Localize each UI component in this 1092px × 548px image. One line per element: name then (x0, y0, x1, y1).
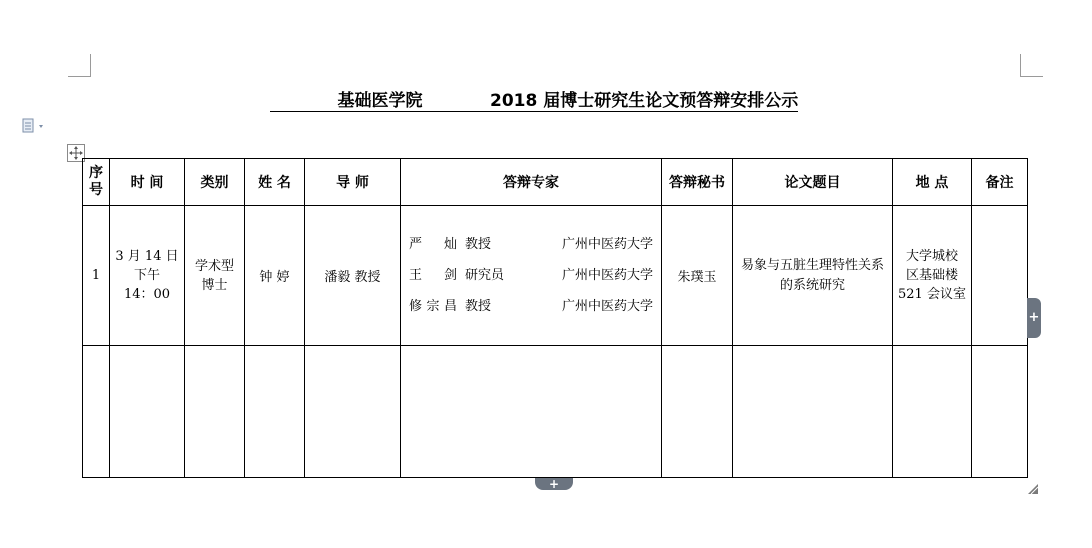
title-school: 基础医学院 (270, 86, 490, 112)
empty-cell[interactable] (733, 346, 893, 478)
cell-thesis[interactable]: 易象与五脏生理特性关系的系统研究 (733, 206, 893, 346)
table-row (83, 206, 1028, 346)
location-line-2: 区基础楼 (905, 268, 958, 283)
add-row-button[interactable]: + (535, 478, 573, 490)
empty-cell[interactable] (305, 346, 401, 478)
expert-org: 广州中医药大学 (561, 299, 653, 314)
expert-entry (409, 229, 653, 260)
expert-name: 修宗昌 (409, 299, 457, 314)
empty-cell[interactable] (972, 346, 1028, 478)
expert-name: 严 灿 (409, 237, 457, 252)
time-date: 3 月 14 日 (115, 249, 179, 264)
cell-secretary[interactable]: 朱璞玉 (662, 206, 733, 346)
cell-name[interactable]: 钟 婷 (245, 206, 305, 346)
paragraph-style-icon[interactable] (22, 118, 48, 134)
header-name[interactable]: 姓 名 (245, 159, 305, 206)
cell-advisor[interactable]: 潘毅 教授 (305, 206, 401, 346)
time-period: 下午 (133, 268, 160, 283)
table-header-row (83, 159, 1028, 206)
expert-title: 研究员 (465, 268, 505, 283)
empty-cell[interactable] (83, 346, 110, 478)
expert-title: 教授 (465, 237, 492, 252)
type-line-2: 博士 (201, 277, 228, 293)
cell-remark[interactable] (972, 206, 1028, 346)
cell-time[interactable] (110, 206, 185, 346)
empty-cell[interactable] (185, 346, 245, 478)
header-location[interactable]: 地 点 (893, 159, 972, 206)
location-line-1: 大学城校 (905, 249, 958, 264)
header-index[interactable] (83, 159, 110, 206)
expert-org: 广州中医药大学 (561, 268, 653, 283)
location-line-3: 521 会议室 (898, 287, 966, 302)
cell-type[interactable] (185, 206, 245, 346)
empty-cell[interactable] (662, 346, 733, 478)
empty-cell[interactable] (401, 346, 662, 478)
header-experts[interactable]: 答辩专家 (401, 159, 662, 206)
type-line-1: 学术型 (194, 258, 234, 274)
header-advisor[interactable]: 导 师 (305, 159, 401, 206)
header-type[interactable]: 类别 (185, 159, 245, 206)
header-thesis[interactable]: 论文题目 (733, 159, 893, 206)
table-resize-icon[interactable] (1028, 479, 1038, 489)
add-column-button[interactable]: + (1027, 298, 1041, 338)
empty-cell[interactable] (893, 346, 972, 478)
expert-name: 王 剑 (409, 268, 457, 283)
expert-entry (409, 260, 653, 291)
defense-schedule-table (82, 158, 1028, 478)
title-rest: 2018 届博士研究生论文预答辩安排公示 (490, 86, 798, 112)
header-remark[interactable]: 备注 (972, 159, 1028, 206)
empty-cell[interactable] (245, 346, 305, 478)
time-clock: 14：00 (123, 287, 171, 302)
page-corner-mark-top-left (68, 54, 91, 77)
cell-location[interactable] (893, 206, 972, 346)
empty-cell[interactable] (110, 346, 185, 478)
expert-title: 教授 (465, 299, 492, 314)
document-title (270, 86, 870, 110)
table-row-empty (83, 346, 1028, 478)
expert-entry (409, 291, 653, 322)
page-corner-mark-top-right (1020, 54, 1043, 77)
header-index-label: 序号 (89, 165, 103, 198)
header-secretary[interactable]: 答辩秘书 (662, 159, 733, 206)
cell-index[interactable]: 1 (83, 206, 110, 346)
expert-org: 广州中医药大学 (561, 237, 653, 252)
cell-experts[interactable] (401, 206, 662, 346)
header-time[interactable]: 时 间 (110, 159, 185, 206)
